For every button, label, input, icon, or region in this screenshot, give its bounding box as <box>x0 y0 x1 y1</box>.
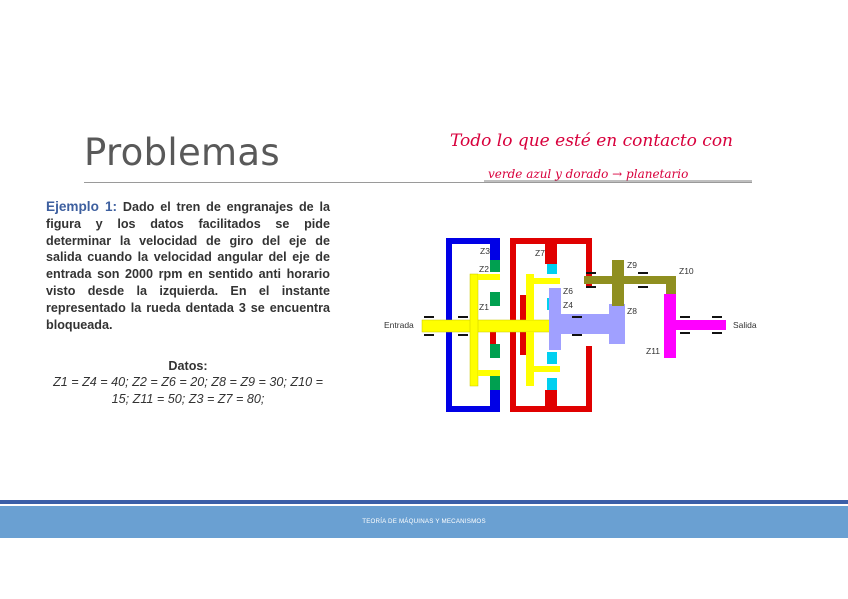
problem-statement <box>46 199 330 333</box>
data-heading: Datos: <box>168 359 208 373</box>
label-z1: Z1 <box>479 302 489 312</box>
magenta-output-z11 <box>664 294 726 358</box>
label-z4: Z4 <box>563 300 573 310</box>
label-z2: Z2 <box>479 264 489 274</box>
label-z6: Z6 <box>563 286 573 296</box>
handwritten-line-2: verde azul y dorado → planetario <box>488 167 689 181</box>
label-z10: Z10 <box>679 266 694 276</box>
handwritten-line-1: Todo lo que esté en contacto con <box>450 131 734 151</box>
footer-course-title: TEORÍA DE MÁQUINAS Y MECANISMOS <box>362 518 486 525</box>
slide-title: Problemas <box>84 131 280 174</box>
label-z8: Z8 <box>627 306 637 316</box>
label-entrada: Entrada <box>384 320 414 330</box>
label-z9: Z9 <box>627 260 637 270</box>
problem-text: Dado el tren de engranajes de la figura y los datos facilitados se pide determinar la velocidad de giro del eje de salida cuando la velocidad angular del eje de entrada son 2000 rpm en sentido anti horario visto desde la izquierda. En el instante representado la rueda dentada 3 se encuentra bloqueada. <box>46 200 330 332</box>
data-block <box>46 358 330 407</box>
data-values: Z1 = Z4 = 40; Z2 = Z6 = 20; Z8 = Z9 = 30; Z10 = 15; Z11 = 50; Z3 = Z7 = 80; <box>53 375 323 406</box>
label-z11: Z11 <box>646 346 661 356</box>
label-z7: Z7 <box>535 248 545 258</box>
footer-rule <box>0 500 848 504</box>
label-z3: Z3 <box>480 246 490 256</box>
label-salida: Salida <box>733 320 757 330</box>
gear-train-diagram <box>380 230 780 420</box>
problem-label: Ejemplo 1: <box>46 199 118 214</box>
handwritten-annotation <box>440 118 760 188</box>
